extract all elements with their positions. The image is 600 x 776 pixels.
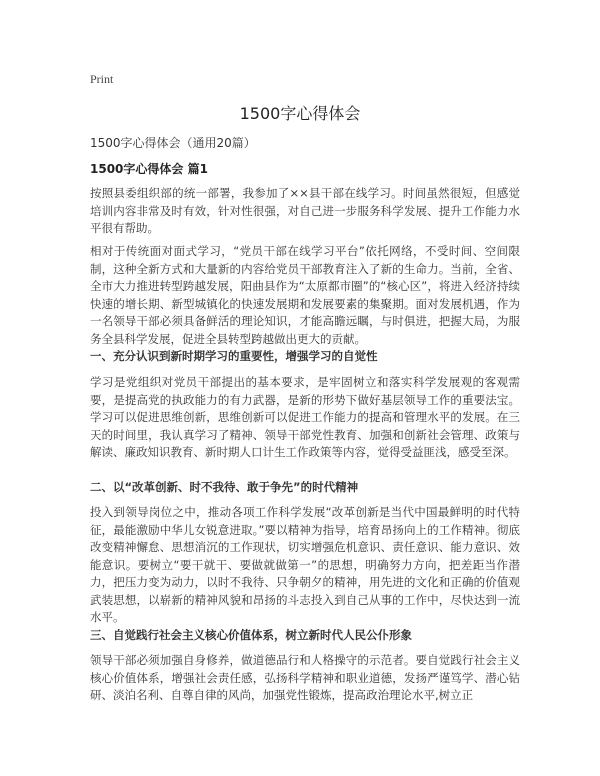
heading-3: 三、自觉践行社会主义核心价值体系，树立新时代人民公仆形象 [90,628,412,642]
paragraph-3: 学习是党组织对党员干部提出的基本要求，是牢固树立和落实科学发展观的客观需要，是提高党的执政能力的有力武器，是新的形势下做好基层领导工作的重要法宝。学习可以促进思维创新，思维创新可以促进工作能力的提高和管理水平的发展。在三天的时间里，我认真学习了精神、领导干部党性教育、加强和创新社会管理、政策与解读、廉政知识教育、新时期人口计生工作政策等内容，觉得受益匪浅，感受至深。 [90,375,520,459]
paragraph-1: 按照县委组织部的统一部署，我参加了××县干部在线学习。时间虽然很短，但感觉培训内容非常及时有效，针对性很强，对自己进一步服务科学发展、提升工作能力水平很有帮助。 [90,186,520,235]
page-title: 1500字心得体会 [239,104,361,123]
print-link[interactable]: Print [90,72,114,86]
heading-2: 二、以“改革创新、时不我待、敢于争先”的时代精神 [90,480,359,494]
paragraph-2: 相对于传统面对面式学习，“党员干部在线学习平台”依托网络，不受时间、空间限制，这种全新方式和大量新的内容给党员干部教育注入了新的生命力。当前，全省、全市大力推进转型跨越发展，阳曲县作为“太原都市圈”的“核心区”，将进入经济持续快速的增长期、新型城镇化的快速发展期和发展要素的集聚期。面对发展机遇，作为一名领导干部必须具备鲜活的理论知识，才能高瞻远瞩，与时俱进，把握大局，为服务全县科学发展，促进全县转型跨越做出更大的贡献。 [90,244,520,346]
paragraph-5: 领导干部必须加强自身修养，做道德品行和人格操守的示范者。要自觉践行社会主义核心价值体系，增强社会责任感，弘扬科学精神和职业道德，发扬严谨笃学、潜心钻研、淡泊名利、自尊自律的风尚，加强党性锻炼，提高政治理论水平,树立正 [90,653,520,702]
document-subtitle: 1500字心得体会（通用20篇） [90,136,256,150]
section-title: 1500字心得体会 篇1 [90,162,208,176]
paragraph-4: 投入到领导岗位之中，推动各项工作科学发展“改革创新是当代中国最鲜明的时代特征，最能激励中华儿女锐意进取。”要以精神为指导，培育昂扬向上的工作精神。彻底改变精神懈怠、思想消沉的工作现状，切实增强危机意识、责任意识、能力意识、效能意识。要树立“要干就干、要做就做第一”的思想，明确努力方向，把差距当作潜力，把压力变为动力，以时不我待、只争朝夕的精神，用先进的文化和正确的价值观武装思想，以崭新的精神风貌和昂扬的斗志投入到自己从事的工作中，尽快达到一流水平。 [90,505,520,624]
heading-1: 一、充分认识到新时期学习的重要性，增强学习的自觉性 [90,349,378,363]
